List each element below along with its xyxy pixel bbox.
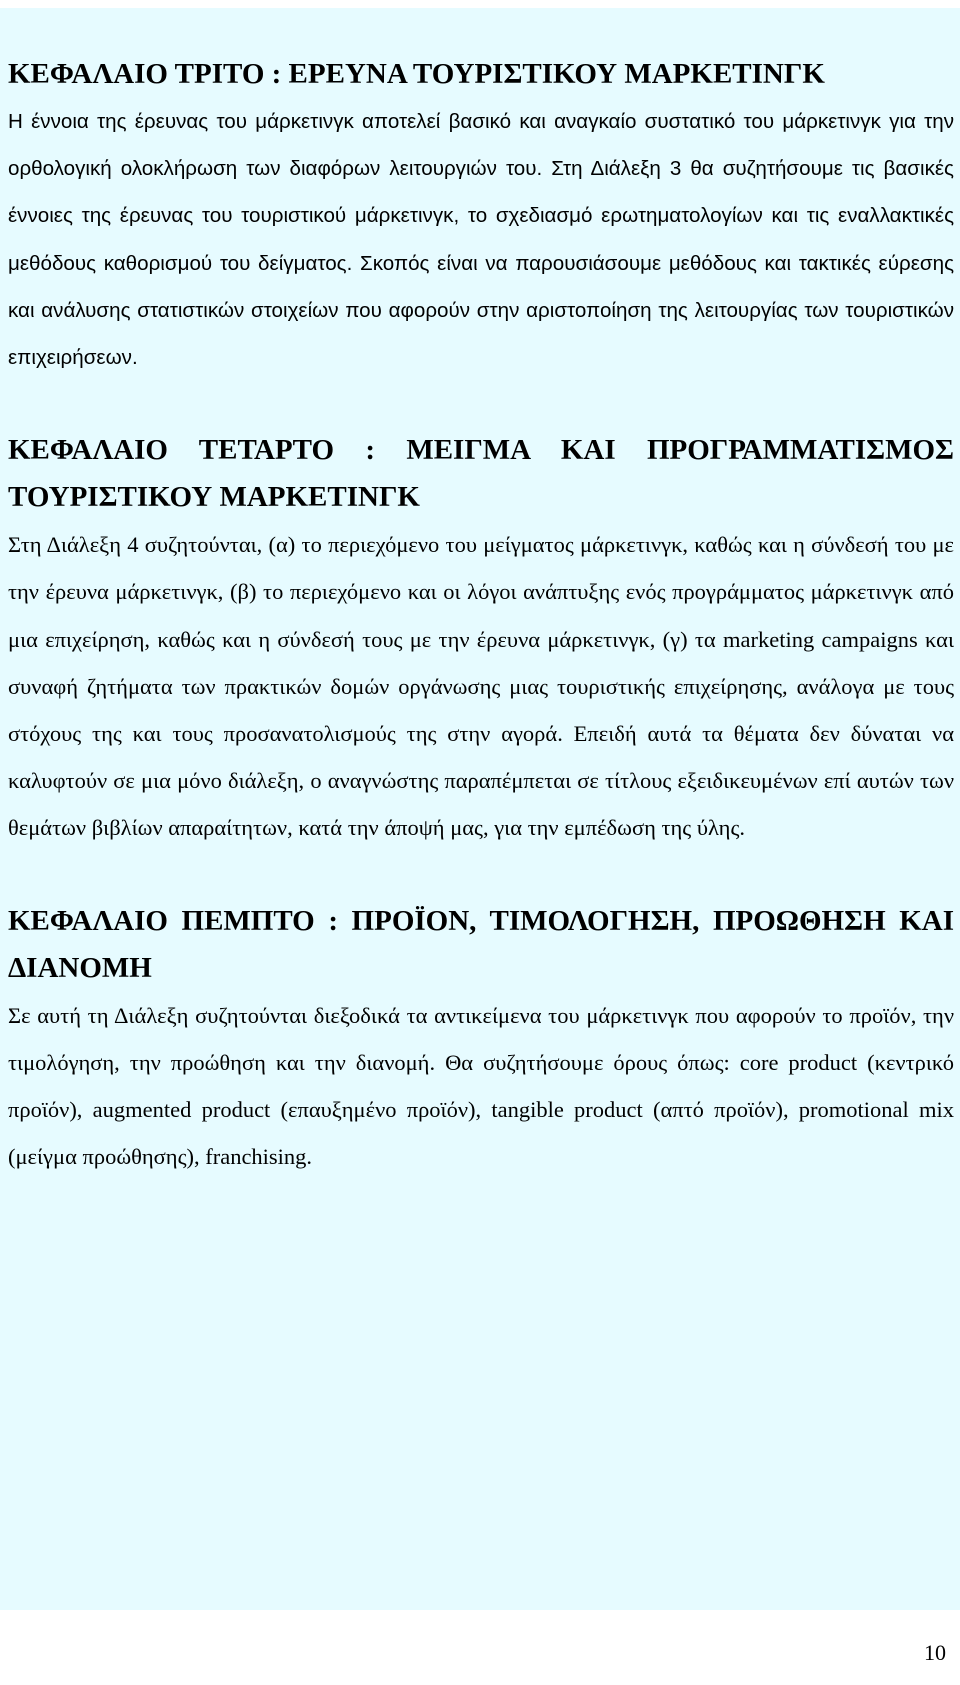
chapter-three-heading: ΚΕΦΑΛΑΙΟ ΤΡΙΤΟ : ΕΡΕΥΝΑ ΤΟΥΡΙΣΤΙΚΟΥ ΜΑΡΚΕΤΙΝΓΚ [8, 58, 825, 90]
chapter-three-paragraph: Η έννοια της έρευνας του μάρκετινγκ αποτελεί βασικό και αναγκαίο συστατικό του μάρκετινγκ για την ορθολογική ολοκλήρωση των διαφόρων λειτουργιών του. Στη Διάλεξη 3 θα συζητήσουμε τις βασικές έννοιες της έρευνας του τουριστικού μάρκετινγκ, το σχεδιασμό ερωτηματολογίων και τις εναλλακτικές μεθόδους καθορισμού του δείγματος. Σκοπός είναι να παρουσιάσουμε μεθόδους και τακτικές εύρεσης και ανάλυσης στατιστικών στοιχείων που αφορούν στην αριστοποίηση της λειτουργίας των τουριστικών επιχειρήσεων. [8, 110, 954, 370]
page-number: 10 [924, 1640, 946, 1665]
chapter-four-heading: ΚΕΦΑΛΑΙΟ ΤΕΤΑΡΤΟ : ΜΕΙΓΜΑ ΚΑΙ ΠΡΟΓΡΑΜΜΑΤΙΣΜΟΣ ΤΟΥΡΙΣΤΙΚΟΥ ΜΑΡΚΕΤΙΝΓΚ [8, 434, 954, 514]
chapter-five-section [8, 852, 954, 1181]
document-body [0, 8, 960, 1180]
chapter-four-section [8, 381, 954, 851]
chapter-five-heading: ΚΕΦΑΛΑΙΟ ΠΕΜΠΤΟ : ΠΡΟΪΟΝ, ΤΙΜΟΛΟΓΗΣΗ, ΠΡΟΩΘΗΣΗ ΚΑΙ ΔΙΑΝΟΜΗ [8, 904, 954, 984]
chapter-five-paragraph: Σε αυτή τη Διάλεξη συζητούνται διεξοδικά τα αντικείμενα του μάρκετινγκ που αφορούν το προϊόν, την τιμολόγηση, την προώθηση και την διανομή. Θα συζητήσουμε όρους όπως: core product (κεντρικό προϊόν), augmented product (επαυξημένο προϊόν), tangible product (απτό προϊόν), promotional mix (μείγμα προώθησης), franchising. [8, 1002, 954, 1170]
chapter-four-paragraph: Στη Διάλεξη 4 συζητούνται, (α) το περιεχόμενο του μείγματος μάρκετινγκ, καθώς και η σύνδεσή του με την έρευνα μάρκετινγκ, (β) το περιεχόμενο και οι λόγοι ανάπτυξης ενός προγράμματος μάρκετινγκ από μια επιχείρηση, καθώς και η σύνδεσή τους με την έρευνα μάρκετινγκ, (γ) τα marketing campaigns και συναφή ζητήματα των πρακτικών δομών οργάνωσης μιας τουριστικής επιχείρησης, ανάλογα με τους στόχους της και τους προσανατολισμούς της στην αγορά. Επειδή αυτά τα θέματα δεν δύναται να καλυφτούν σε μια μόνο διάλεξη, ο αναγνώστης παραπέμπεται σε τίτλους εξειδικευμένων επί αυτών των θεμάτων βιβλίων απαραίτητων, κατά την άποψή μας, για την εμπέδωση της ύλης. [8, 532, 954, 841]
chapter-three-section [8, 8, 954, 381]
